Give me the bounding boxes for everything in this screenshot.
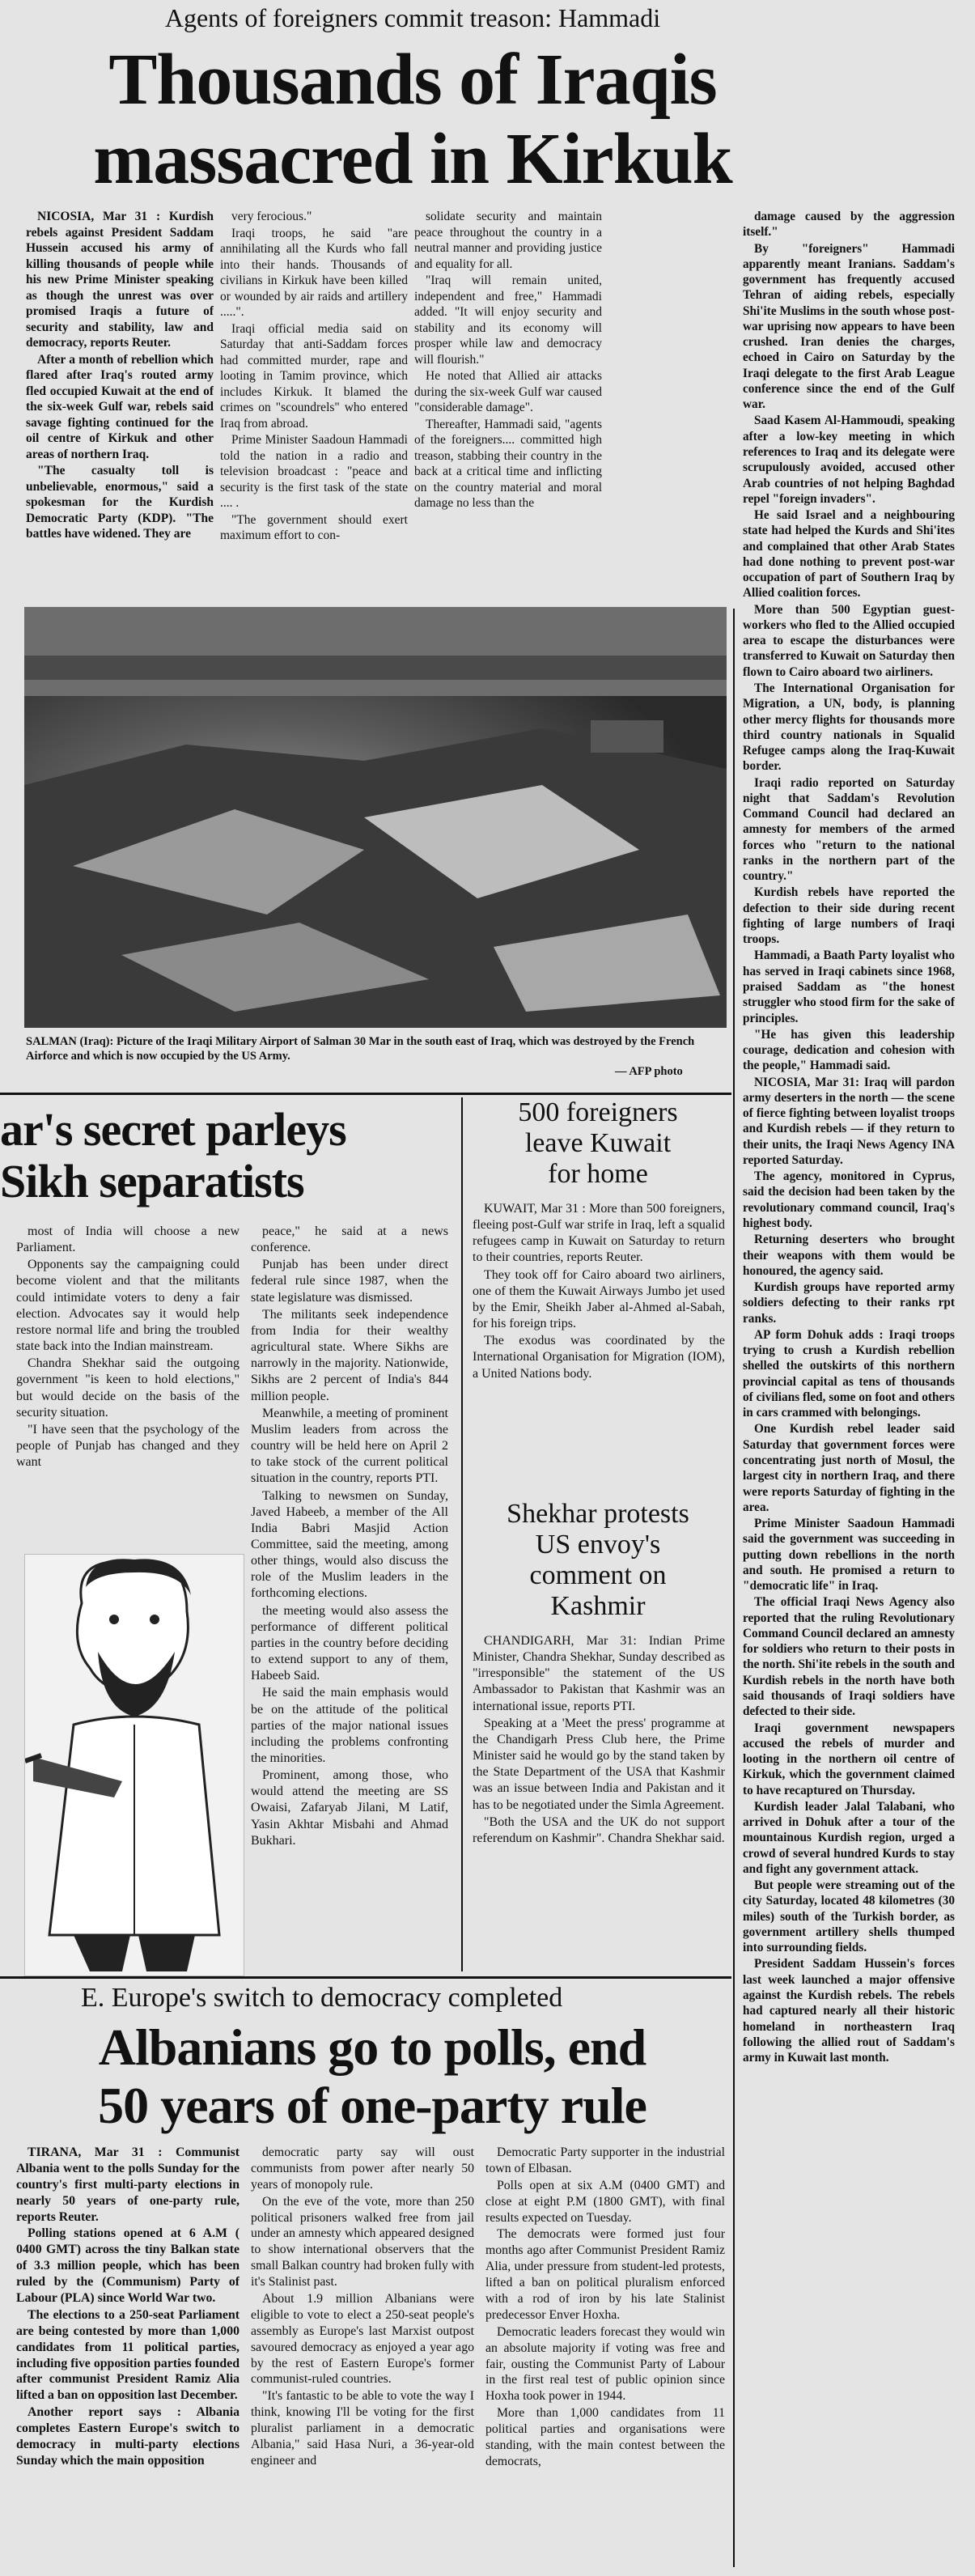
paragraph: Democratic Party supporter in the industrial town of Elbasan.	[485, 2145, 725, 2175]
headline-shekhar-line4: Kashmir	[550, 1591, 646, 1622]
column-rule	[461, 1097, 463, 1971]
kicker-albania: E. Europe's switch to democracy completed	[81, 1983, 563, 2013]
paragraph: Kurdish leader Jalal Talabani, who arrived in Dohuk after a tour of the mountainous Kurdish region, urged a crowd of several hundred Kurds to stay and fight any government attack.	[743, 1799, 955, 1876]
paragraph: "Iraq will remain united, independent and free," Hammadi added. "It will enjoy security and stability and its economy will prosper while law and democracy will flourish."	[414, 274, 602, 367]
paragraph: Iraqi radio reported on Saturday night that Saddam's Revolution Command Council had declared an amnesty for members of the armed forces who "return to the national ranks in the northern part of the country."	[743, 775, 955, 884]
paragraph: democratic party say will oust communists from power after nearly 50 years of monopoly rule.	[251, 2145, 474, 2192]
paragraph: peace," he said at a news conference.	[251, 1224, 448, 1255]
paragraph: By "foreigners" Hammadi apparently meant Iranians. Saddam's government has frequently accused Tehran of aiding rebels, especially Shi'ite Muslims in the south whose post-war uprising now appears to have been crushed. Iran denies the charges, echoed in Cairo on Saturday by the Iraqi delegate to the first Arab League conference since the end of the Gulf war.	[743, 241, 955, 412]
paragraph: the meeting would also assess the performance of different political parties in the country before deciding to extend support to any of them, Habeeb Said.	[251, 1603, 448, 1683]
paragraph: Prime Minister Saadoun Hammadi told the nation in a radio and television broadcast : "peace and security is the first task of the state .... .	[220, 433, 408, 511]
iraq-column-4	[743, 209, 955, 2564]
paragraph: CHANDIGARH, Mar 31: Indian Prime Minister, Chandra Shekhar, Sunday described as "irresponsible" the statement of the US Ambassador to Pakistan that Kashmir was an international issue, reports PTI.	[473, 1634, 725, 1713]
paragraph: They took off for Cairo aboard two airliners, one of them the Kuwait Airways Jumbo jet used by the Emir, Sheikh Jaber al-Ahmed al-Sabah, for his foreign trips.	[473, 1267, 725, 1331]
rubble-image	[24, 607, 727, 1028]
headline-shekhar	[471, 1499, 725, 1622]
paragraph: But people were streaming out of the city Saturday, located 48 kilometres (30 miles) south of the Turkish border, as government artillery shells thumped into surrounding fields.	[743, 1878, 955, 1955]
paragraph: One Kurdish rebel leader said Saturday that government forces were concentrating just north of Mosul, the largest city in northern Iraq, and there were reports Saturday of fighting in the area.	[743, 1422, 955, 1514]
paragraph: Opponents say the campaigning could become violent and that the militants could intimidate voters to deny a fair election. Advocates say it would help restore normal life and bring the troubled state back into the Indian mainstream.	[16, 1258, 240, 1354]
paragraph: More than 500 Egyptian guest-workers who fled to the Allied occupied area to escape the disturbances were transferred to Kuwait on Saturday then flown to Cairo aboard two airliners.	[743, 602, 955, 679]
punjab-column-1	[16, 1224, 240, 1547]
headline-iraq-line2: massacred in Kirkuk	[93, 119, 732, 199]
paragraph: NICOSIA, Mar 31 : Kurdish rebels against President Saddam Hussein accused his army of killing thousands of people while his new Prime Minister speaking as though the unrest was over promised Iraqis a future of security and stability, law and democracy, reports Reuter.	[26, 210, 214, 350]
paragraph: Meanwhile, a meeting of prominent Muslim leaders from across the country will be held here on April 2 to take stock of the current political situation in the country, reports PTI.	[251, 1406, 448, 1486]
paragraph: Kurdish groups have reported army soldiers defecting to their ranks rpt ranks.	[743, 1280, 955, 1326]
kicker-iraq: Agents of foreigners commit treason: Hammadi	[164, 3, 661, 32]
iraq-column-3	[414, 209, 602, 601]
paragraph: Hammadi, a Baath Party loyalist who has served in Iraqi cabinets since 1968, praised Saddam as "the honest struggler who stood firm for the sake of principles.	[743, 948, 955, 1025]
paragraph: About 1.9 million Albanians were eligible to vote to elect a 250-seat people's assembly as Europe's last Marxist outpost savoured democracy as enjoyed a year ago by the rest of Eastern Europe's former communist-ruled countries.	[251, 2292, 474, 2387]
punjab-column-2	[251, 1224, 448, 1968]
paragraph: He said the main emphasis would be on the attitude of the political parties of the major national issues including the problems confronting the minorities.	[251, 1686, 448, 1765]
albania-column-1	[16, 2145, 240, 2565]
paragraph: most of India will choose a new Parliament.	[16, 1224, 240, 1255]
paragraph: solidate security and maintain peace throughout the country in a neutral manner and providing justice and equality for all.	[414, 210, 602, 271]
paragraph: He said Israel and a neighbouring state had helped the Kurds and Shi'ites and complained that other Arab States had done nothing to prevent post-war occupation of part of Southern Iraq by Allied coalition forces.	[743, 508, 955, 601]
kuwait-body	[473, 1201, 725, 1494]
paragraph: "I have seen that the psychology of the people of Punjab has changed and they want	[16, 1422, 240, 1470]
paragraph: The elections to a 250-seat Parliament are being contested by more than 1,000 candidates from 11 political parties, including five opposition parties founded after communist President Ramiz Alia lifted a ban on opposition last December.	[16, 2307, 240, 2403]
photo-caption	[26, 1034, 725, 1063]
iraq-column-1	[26, 209, 214, 601]
paragraph: After a month of rebellion which flared after Iraq's routed army fled occupied Kuwait at the end of the six-week Gulf war, rebels said savage fighting continued for the oil centre of Kirkuk and other areas of northern Iraq.	[26, 352, 214, 461]
paragraph: On the eve of the vote, more than 250 political prisoners walked free from jail under an amnesty which appeared designed to show international observers that the small Balkan country had broken fully with it's Stalinist past.	[251, 2194, 474, 2290]
caricature-image	[25, 1555, 244, 1975]
paragraph: "It's fantastic to be able to vote the way I think, knowing I'll be voting for the first pluralist parliament in a democratic Albania," said Hasa Nuri, a 36-year-old engineer and	[251, 2389, 474, 2468]
paragraph: Iraqi troops, he said "are annihilating all the Kurds who fall into their hands. Thousands of civilians in Kirkuk have been killed or wounded by air raids and artillery .....".	[220, 226, 408, 320]
paragraph: Talking to newsmen on Sunday, Javed Habeeb, a member of the All India Babri Masjid Action Committee, said the meeting, among other things, would also discuss the role of the Muslim leaders in the forthcoming elections.	[251, 1488, 448, 1601]
headline-shekhar-line3: comment on	[529, 1560, 667, 1591]
caption-text: SALMAN (Iraq): Picture of the Iraqi Military Airport of Salman 30 Mar in the south east of Iraq, which was destroyed by the French Airforce and which is now occupied by the US Army.	[26, 1035, 695, 1063]
paragraph: The militants seek independence from India for their wealthy agricultural state. Where Sikhs are narrowly in the majority. Nationwide, Sikhs are 2 percent of India's 844 million people.	[251, 1307, 448, 1403]
paragraph: The official Iraqi News Agency also reported that the ruling Revolutionary Command Council declared an amnesty for soldiers who return to their posts in the north. Shi'ite rebels in the south and Kurdish rebels in the north have both said thousands of Iraqi soldiers have defected to their side.	[743, 1595, 955, 1719]
shekhar-body	[473, 1633, 725, 1973]
paragraph: "Both the USA and the UK do not support referendum on Kashmir". Chandra Shekhar said.	[473, 1814, 725, 1845]
paragraph: Polls open at six A.M (0400 GMT) and close at eight P.M (1800 GMT), with final results expected on Tuesday.	[485, 2178, 725, 2225]
paragraph: Speaking at a 'Meet the press' programme at the Chandigarh Press Club here, the Prime Minister said he would go by the stand taken by the State Department of the USA that Kashmir was an issue between India and Pakistan and it has to be negotiated under the Simla Agreement.	[473, 1716, 725, 1812]
paragraph: Prominent, among those, who would attend the meeting are SS Owaisi, Zafaryab Jilani, M Latif, Yasin Akhtar Misbahi and Ahmad Bukhari.	[251, 1768, 448, 1848]
iraq-column-2	[220, 209, 408, 601]
paragraph: Democratic leaders forecast they would win an absolute majority if voting was free and fair, ousting the Communist Party of Labour in the first real test of public opinion since Hoxha took power in 1944.	[485, 2324, 725, 2404]
section-rule	[0, 1093, 731, 1095]
paragraph: Chandra Shekhar said the outgoing government "is keen to hold elections," but would decide on the basis of the security situation.	[16, 1356, 240, 1420]
headline-albania-line2: 50 years of one-party rule	[98, 2077, 646, 2134]
paragraph: Prime Minister Saadoun Hammadi said the government was succeeding in putting down rebellions in the north and south. He promised a return to "democratic life" in Iraq.	[743, 1517, 955, 1594]
paragraph: Saad Kasem Al-Hammoudi, speaking after a low-key meeting in which references to Iraq and its delegate were scrupulously avoided, accused other Arab countries of not helping Baghdad repel "foreign invaders".	[743, 414, 955, 506]
paragraph: Iraqi government newspapers accused the rebels of murder and looting in the northern oil centre of Kirkuk, which the government claimed to have recaptured on Thursday.	[743, 1721, 955, 1797]
paragraph: Another report says : Albania completes Eastern Europe's switch to democracy in multi-party elections Sunday which the main opposition	[16, 2405, 240, 2468]
paragraph: The exodus was coordinated by the International Organisation for Migration (IOM), a United Nations body.	[473, 1334, 725, 1381]
paragraph: Thereafter, Hammadi said, "agents of the foreigners.... committed high treason, stabbing their country in the back at a critical time and inflicting on the country material and moral damage no less than the	[414, 417, 602, 511]
paragraph: Kurdish rebels have reported the defection to their side during recent fighting of large numbers of Iraqi troops.	[743, 885, 955, 947]
section-rule	[0, 1976, 731, 1979]
headline-shekhar-line1: Shekhar protests	[507, 1499, 689, 1529]
paragraph: President Saddam Hussein's forces last week launched a major offensive against the Kurdish rebels. The rebels had captured nearly all their historic homeland in northeastern Iraq following the allied rout of Saddam's army in Kuwait last month.	[743, 1957, 955, 2065]
paragraph: TIRANA, Mar 31 : Communist Albania went to the polls Sunday for the country's first multi-party elections in nearly 50 years of one-party rule, reports Reuter.	[16, 2145, 240, 2224]
paragraph: damage caused by the aggression itself."	[743, 210, 955, 240]
headline-albania-line1: Albanians go to polls, end	[98, 2018, 646, 2076]
headline-kuwait-line3: for home	[548, 1159, 648, 1190]
headline-iraq-line1: Thousands of Iraqis	[108, 40, 717, 120]
headline-punjab-line1: ar's secret parleys	[0, 1103, 346, 1156]
paragraph: Returning deserters who brought their weapons with them would be honoured, the agency said.	[743, 1233, 955, 1278]
paragraph: NICOSIA, Mar 31: Iraq will pardon army deserters in the north — the scene of fierce fighting between loyalist troops and Kurdish rebels — if they return to their units, the Iraqi News Agency INA reported Saturday.	[743, 1075, 955, 1167]
paragraph: very ferocious."	[231, 210, 312, 223]
airport-photo	[24, 607, 727, 1028]
paragraph: The agency, monitored in Cyprus, said the decision had been taken by the revolutionary command council, Iraq's highest body.	[743, 1169, 955, 1230]
paragraph: "He has given this leadership courage, dedication and cohesion with the people," Hammadi said.	[743, 1027, 955, 1073]
paragraph: The International Organisation for Migration, a UN, body, is planning other mercy flights for thousands more third country nationals in Squalid Refugee camps along the Iraq-Kuwait border.	[743, 681, 955, 774]
paragraph: The democrats were formed just four months ago after Communist President Ramiz Alia, under pressure from student-led protests, lifted a ban on political pluralism enforced with a rod of iron by his late Stalinist predecessor Enver Hoxha.	[485, 2227, 725, 2322]
paragraph: More than 1,000 candidates from 11 political parties and organisations were standing, with the main contest between the democrats,	[485, 2406, 725, 2468]
paragraph: "The casualty toll is unbelievable, enormous," said a spokesman for the Kurdish Democratic Party (KDP). "The battles have widened. They are	[26, 464, 214, 541]
paragraph: AP form Dohuk adds : Iraqi troops trying to crush a Kurdish rebellion shelled the outskirts of this northern provincial capital as tens of thousands of civilians fled, some on foot and others in cars crammed with belongings.	[743, 1327, 955, 1420]
headline-kuwait-line1: 500 foreigners	[518, 1097, 678, 1127]
albania-column-3	[485, 2145, 725, 2565]
photo-credit: — AFP photo	[615, 1065, 683, 1078]
headline-kuwait	[471, 1097, 725, 1190]
politician-caricature	[24, 1554, 244, 1976]
paragraph: Polling stations opened at 6 A.M ( 0400 GMT) across the tiny Balkan state of 3.3 million people, which has been ruled by the (Communism) Party of Labour (PLA) since World War two.	[16, 2226, 240, 2306]
albania-column-2	[251, 2145, 474, 2565]
headline-kuwait-line2: leave Kuwait	[524, 1128, 672, 1159]
paragraph: He noted that Allied air attacks during the six-week Gulf war caused "considerable damage".	[414, 369, 602, 415]
paragraph: Punjab has been under direct federal rule since 1987, when the state legislature was dismissed.	[251, 1258, 448, 1305]
headline-shekhar-line2: US envoy's	[535, 1530, 661, 1560]
headline-punjab-line2: Sikh separatists	[0, 1155, 304, 1207]
paragraph: "The government should exert maximum effort to con-	[220, 512, 408, 543]
column-rule	[733, 609, 735, 2567]
paragraph: Iraqi official media said on Saturday that anti-Saddam forces had committed murder, rape and looting in Tamim province, which includes Kirkuk. It blamed the crimes on "scoundrels" who entered Iraq from abroad.	[220, 321, 408, 431]
paragraph: KUWAIT, Mar 31 : More than 500 foreigners, fleeing post-Gulf war strife in Iraq, left a squalid refugees camp in Kuwait on Saturday to return to their countries, reports Reuter.	[473, 1202, 725, 1265]
